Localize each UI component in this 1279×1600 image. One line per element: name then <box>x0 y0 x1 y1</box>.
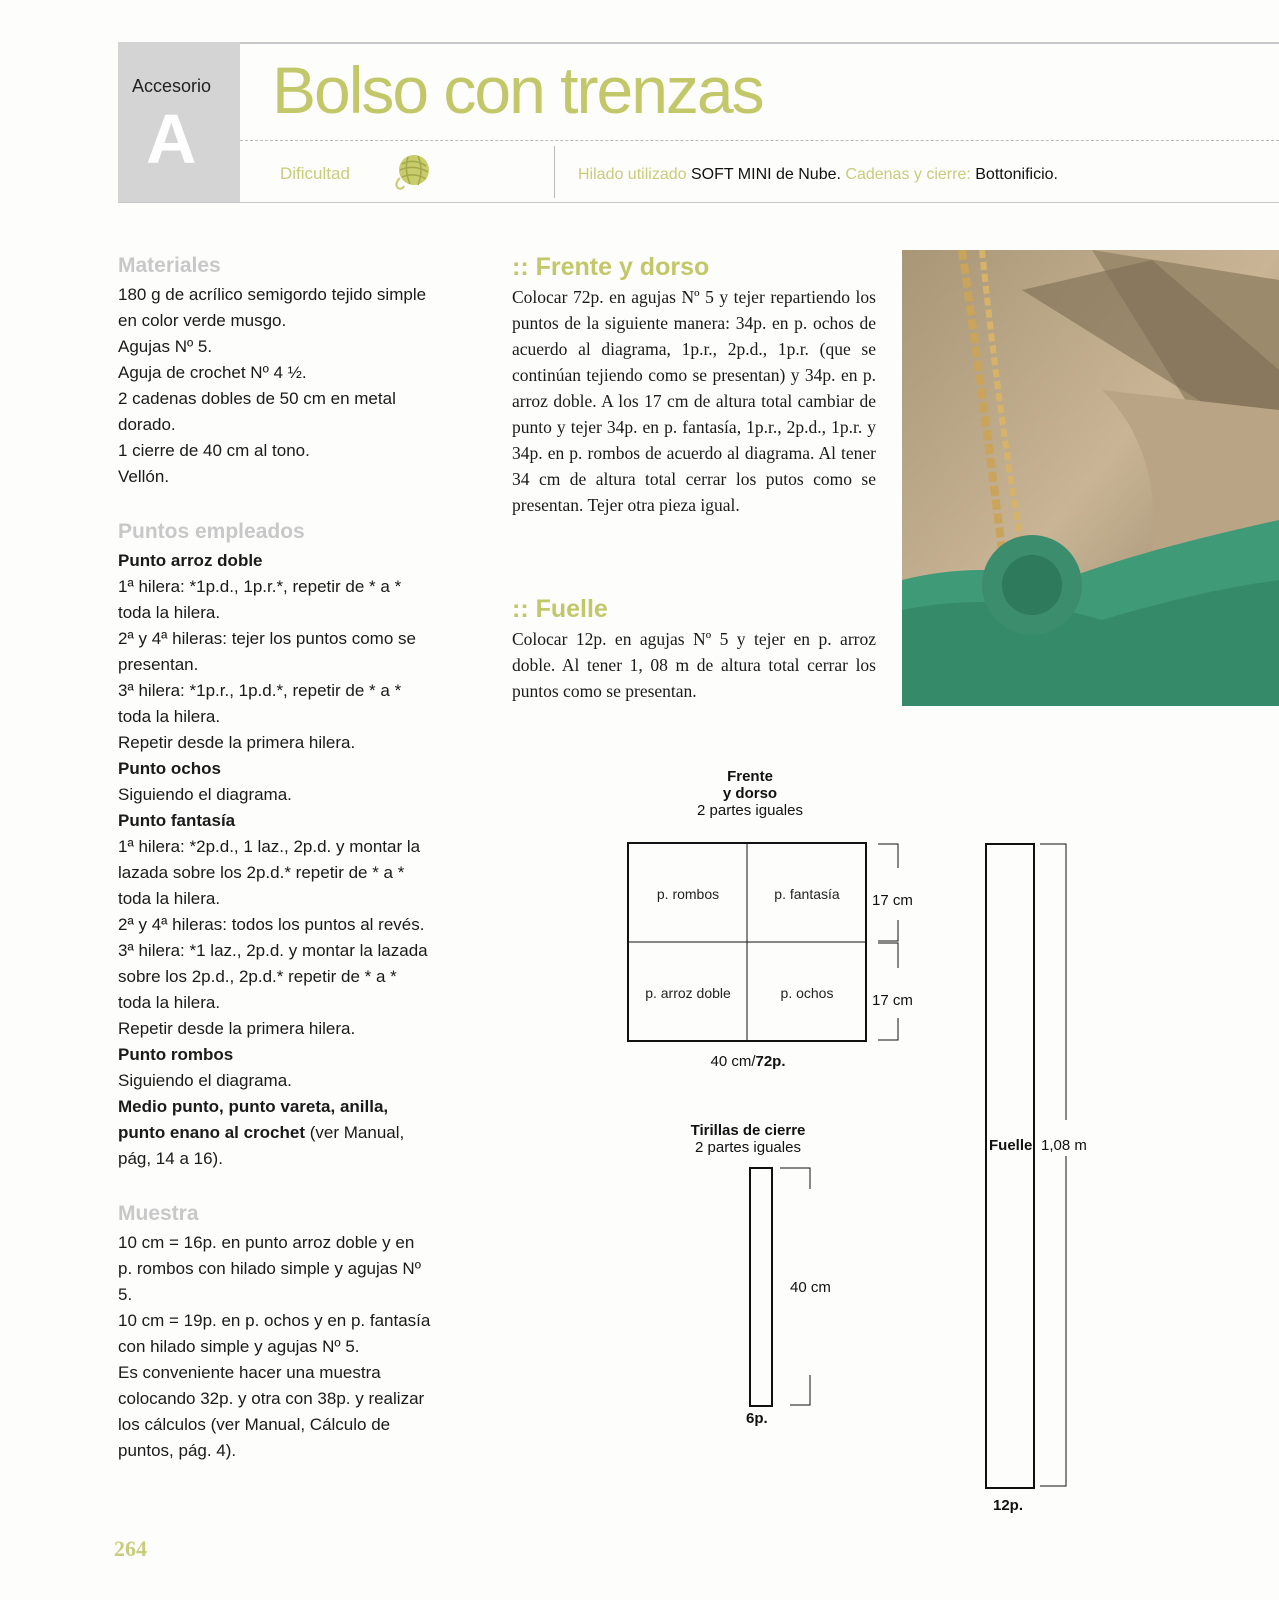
yarn-label: Hilado utilizado <box>578 166 687 183</box>
stitch-crochet <box>118 1094 433 1172</box>
stitch-line: Siguiendo el diagrama. <box>118 785 292 804</box>
stitch-title: Punto ochos <box>118 759 221 778</box>
yarn-value: SOFT MINI de Nube. <box>690 166 841 183</box>
gusset-heading: :: Fuelle <box>512 595 608 623</box>
diagram-title-line: y dorso <box>722 785 778 802</box>
closure-tab-rect <box>750 1168 772 1406</box>
front-back-section <box>512 252 876 518</box>
stitch-line: Siguiendo el diagrama. <box>118 1071 292 1090</box>
gusset-diagram <box>980 840 1070 1490</box>
dimension-17cm-bottom: 17 cm <box>872 992 913 1009</box>
stitch-line: (ver Manual, pág, 14 a 16). <box>118 1123 405 1168</box>
cell-rombos: p. rombos <box>656 886 720 902</box>
stitch-line: 3ª hilera: *1 laz., 2p.d. y montar la lazada sobre los 2p.d., 2p.d.* repetir de * a * toda la hilera. <box>118 941 428 1012</box>
chains-value: Bottonificio. <box>975 166 1058 183</box>
gusset-text: Colocar 12p. en agujas Nº 5 y tejer en p. arroz doble. Al tener 1, 08 m de altura total cerrar los puntos como se presentan. <box>512 629 876 701</box>
closure-tab-title <box>668 1122 828 1156</box>
stitches-section <box>118 518 433 1172</box>
yarn-ball-icon <box>390 150 432 197</box>
materials-line: 180 g de acrílico semigordo tejido simple en color verde musgo. <box>118 285 427 330</box>
stitch-line: 1ª hilera: *1p.d., 1p.r.*, repetir de * a * toda la hilera. <box>118 577 402 622</box>
sample-heading: Muestra <box>118 1202 199 1225</box>
sample-section <box>118 1200 433 1464</box>
closure-tab-subtitle: 2 partes iguales <box>695 1139 801 1156</box>
header-vertical-separator <box>554 146 555 198</box>
gusset-bracket <box>1040 844 1066 1486</box>
page-title: Bolso con trenzas <box>272 53 763 127</box>
stitches-heading: Puntos empleados <box>118 520 305 543</box>
closure-tab-width: 6p. <box>746 1410 768 1427</box>
front-back-heading: :: Frente y dorso <box>512 253 710 281</box>
gusset-width: 12p. <box>993 1497 1024 1514</box>
closure-tab-heading: Tirillas de cierre <box>690 1122 806 1139</box>
gusset-label: Fuelle <box>989 1137 1033 1154</box>
stitch-line: 2ª y 4ª hileras: tejer los puntos como se presentan. <box>118 629 416 674</box>
stitch-title: Punto rombos <box>118 1045 234 1064</box>
gusset-rect <box>986 844 1034 1488</box>
width-points: 72p. <box>755 1053 786 1070</box>
width-cm: 40 cm/ <box>710 1053 756 1070</box>
page-number: 264 <box>114 1536 147 1561</box>
diagram-subtitle: 2 partes iguales <box>697 802 803 819</box>
front-back-diagram-title <box>620 768 880 819</box>
header-bottom-rule <box>118 202 1279 203</box>
sample-line: 10 cm = 19p. en p. ochos y en p. fantasía con hilado simple y agujas Nº 5. <box>118 1311 431 1356</box>
sample-line: Es conveniente hacer una muestra colocando 32p. y otra con 38p. y realizar los cálculos (ver Manual, Cálculo de puntos, pág. 4). <box>118 1363 425 1460</box>
stitch-line: Repetir desde la primera hilera. <box>118 1019 356 1038</box>
accessory-label: Accesorio <box>132 76 212 96</box>
gusset-section <box>512 594 876 704</box>
chains-label: Cadenas y cierre: <box>845 166 971 183</box>
cell-ochos: p. ochos <box>780 985 834 1001</box>
header-divider <box>240 140 1279 141</box>
yarn-info <box>578 166 1058 184</box>
front-back-text: Colocar 72p. en agujas Nº 5 y tejer repartiendo los puntos de la siguiente manera: 34p. en p. ochos de acuerdo al diagrama, 1p.r., 2p.d., 1p.r. (que se continúan tejiendo como se presentan) y 34p. en p. arroz doble. A los 17 cm de altura total cambiar de punto y tejer 34p. en p. fantasía, 1p.r., 2p.d., 1p.r. y 34p. en p. rombos de acuerdo al diagrama. Al tener 34 cm de altura total cerrar los putos como se presentan. Tejer otra pieza igual. <box>512 287 876 515</box>
header-top-rule <box>118 42 1279 44</box>
difficulty-label: Dificultad <box>280 164 350 183</box>
materials-line: Agujas Nº 5. <box>118 337 213 356</box>
stitch-line: 2ª y 4ª hileras: todos los puntos al revés. <box>118 915 425 934</box>
dimension-17cm-top: 17 cm <box>872 892 913 909</box>
cell-fantasia: p. fantasía <box>774 886 840 902</box>
stitch-line: 1ª hilera: *2p.d., 1 laz., 2p.d. y montar la lazada sobre los 2p.d.* repetir de * a * toda la hilera. <box>118 837 421 908</box>
width-label <box>628 1053 868 1070</box>
stitch-title: Punto fantasía <box>118 811 236 830</box>
materials-heading: Materiales <box>118 254 221 277</box>
stitch-title: Punto arroz doble <box>118 551 263 570</box>
materials-line: Vellón. <box>118 467 170 486</box>
gusset-height: 1,08 m <box>1041 1137 1087 1154</box>
closure-tab-height: 40 cm <box>790 1279 831 1296</box>
sample-line: 10 cm = 16p. en punto arroz doble y en p. rombos con hilado simple y agujas Nº 5. <box>118 1233 421 1304</box>
materials-section <box>118 252 433 490</box>
stitch-line: 3ª hilera: *1p.r., 1p.d.*, repetir de * a * toda la hilera. <box>118 681 402 726</box>
bag-photo <box>902 250 1279 706</box>
stitch-title: Medio punto, punto vareta, anilla, punto enano al crochet <box>118 1097 389 1142</box>
diagram-title-line: Frente <box>727 768 773 785</box>
materials-line: 1 cierre de 40 cm al tono. <box>118 441 310 460</box>
materials-line: Aguja de crochet Nº 4 ½. <box>118 363 307 382</box>
cell-arroz-doble: p. arroz doble <box>645 985 731 1001</box>
stitch-line: Repetir desde la primera hilera. <box>118 733 356 752</box>
accessory-letter: A <box>146 100 197 178</box>
accessory-tab <box>118 42 240 202</box>
materials-line: 2 cadenas dobles de 50 cm en metal dorado. <box>118 389 396 434</box>
